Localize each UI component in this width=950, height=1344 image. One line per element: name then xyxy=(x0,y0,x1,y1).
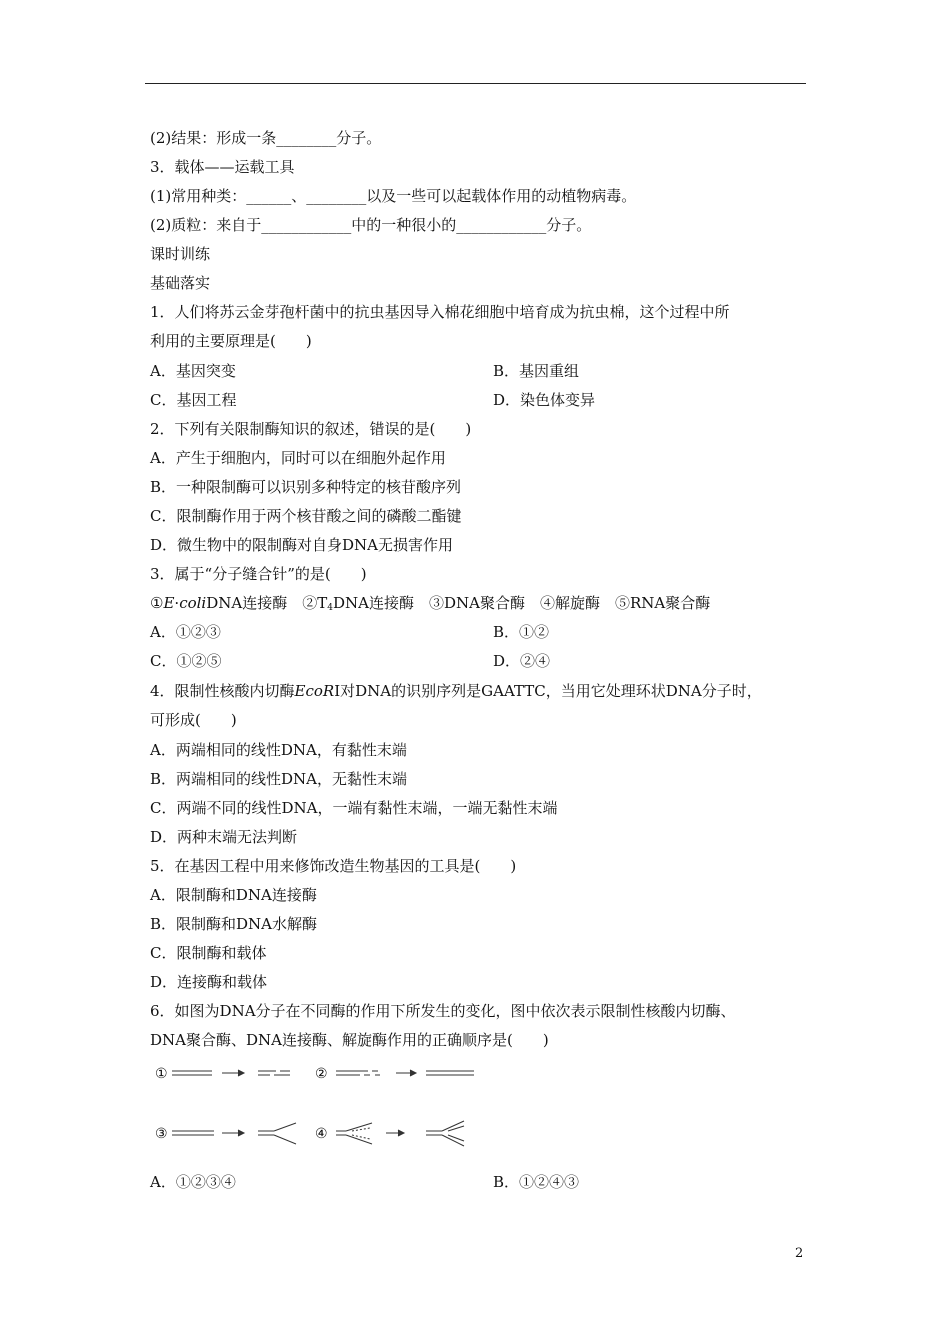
q3-option-a: A．①②③ xyxy=(150,623,221,641)
q2-option-a: A．产生于细胞内，同时可以在细胞外起作用 xyxy=(150,449,446,467)
q1-options-row1 xyxy=(150,361,580,381)
q6-dna-diagram xyxy=(150,1060,490,1150)
q5-stem: 5．在基因工程中用来修饰改造生物基因的工具是( ) xyxy=(150,857,517,875)
q3-option-d: D．②④ xyxy=(493,652,551,670)
q4-option-d: D．两种末端无法判断 xyxy=(150,828,298,846)
diagram-panel-1 xyxy=(172,1070,290,1076)
q6-option-a: A．①②③④ xyxy=(150,1173,236,1191)
q3-choices xyxy=(150,593,710,618)
q5-option-b: B．限制酶和DNA水解酶 xyxy=(150,915,318,933)
q4-option-a: A．两端相同的线性DNA，有黏性末端 xyxy=(150,741,407,759)
diagram-label-3: ③ xyxy=(155,1126,168,1142)
q3-options-row1 xyxy=(150,622,550,642)
diagram-label-2: ② xyxy=(315,1066,328,1082)
q3-options-row2 xyxy=(150,651,551,671)
q6-stem-line1: 6．如图为DNA分子在不同酶的作用下所发生的变化，图中依次表示限制性核酸内切酶、 xyxy=(150,1002,736,1020)
q4-stem-pre: 4．限制性核酸内切酶 xyxy=(150,682,295,700)
q4-enzyme-name: EcoR xyxy=(294,682,335,700)
page-number: 2 xyxy=(795,1246,804,1261)
q1-options-row2 xyxy=(150,390,596,410)
diagram-label-1: ① xyxy=(155,1066,168,1082)
q3-option-c: C．①②⑤ xyxy=(150,652,222,670)
q1-option-a: A．基因突变 xyxy=(150,362,236,380)
q1-option-d: D．染色体变异 xyxy=(493,391,596,409)
q4-stem-post: Ⅰ对DNA的识别序列是GAATTC，当用它处理环状DNA分子时， xyxy=(334,682,762,700)
q6-stem-line2: DNA聚合酶、DNA连接酶、解旋酶作用的正确顺序是( ) xyxy=(150,1031,549,1049)
q5-option-d: D．连接酶和载体 xyxy=(150,973,268,991)
q2-option-c: C．限制酶作用于两个核苷酸之间的磷酸二酯键 xyxy=(150,507,462,525)
q1-stem-line1: 1．人们将苏云金芽孢杆菌中的抗虫基因导入棉花细胞中培育成为抗虫棉，这个过程中所 xyxy=(150,303,730,321)
q1-option-c: C．基因工程 xyxy=(150,391,237,409)
q2-option-b: B．一种限制酶可以识别多种特定的核苷酸序列 xyxy=(150,478,462,496)
q2-option-d: D．微生物中的限制酶对自身DNA无损害作用 xyxy=(150,536,454,554)
q4-stem-line1 xyxy=(150,681,762,701)
q3-choice1-dot: · xyxy=(174,594,180,612)
q3-choice2-prefix: ②T xyxy=(302,594,328,612)
q6-options-row1 xyxy=(150,1172,580,1192)
q3-option-b: B．①② xyxy=(493,623,550,641)
q5-option-c: C．限制酶和载体 xyxy=(150,944,267,962)
q1-option-b: B．基因重组 xyxy=(493,362,580,380)
q6-option-b: B．①②④③ xyxy=(493,1173,580,1191)
diagram-label-4: ④ xyxy=(315,1126,328,1142)
q3-choice2-sub: 4 xyxy=(327,603,333,613)
q3-choice2-rest: DNA连接酶 xyxy=(332,594,414,612)
result-line: (2)结果：形成一条________分子。 xyxy=(150,129,382,147)
q4-option-c: C．两端不同的线性DNA，一端有黏性末端，一端无黏性末端 xyxy=(150,799,558,817)
diagram-panel-2 xyxy=(336,1070,474,1076)
diagram-panel-3 xyxy=(172,1123,296,1144)
q3-choices-345: ③DNA聚合酶 ④解旋酶 ⑤RNA聚合酶 xyxy=(428,594,711,612)
q3-choice1-num: ① xyxy=(150,594,164,612)
vector-types-line: (1)常用种类：______、________以及一些可以起载体作用的动植物病毒。 xyxy=(150,187,637,205)
diagram-panel-4 xyxy=(336,1121,464,1146)
training-title: 课时训练 xyxy=(150,245,211,263)
q2-stem: 2．下列有关限制酶知识的叙述，错误的是( ) xyxy=(150,420,472,438)
basics-title: 基础落实 xyxy=(150,274,211,292)
plasmid-line: (2)质粒：来自于____________中的一种很小的____________分子。 xyxy=(150,216,592,234)
q1-stem-line2: 利用的主要原理是( ) xyxy=(150,332,312,350)
q4-stem-line2: 可形成( ) xyxy=(150,711,237,729)
q3-choice1-italic2: coli xyxy=(179,594,207,612)
q4-option-b: B．两端相同的线性DNA，无黏性末端 xyxy=(150,770,408,788)
q3-choice1-italic: E xyxy=(163,594,175,612)
heading-vector: 3．载体——运载工具 xyxy=(150,158,295,176)
q3-stem: 3．属于“分子缝合针”的是( ) xyxy=(150,565,367,583)
q3-choice1-rest: DNA连接酶 xyxy=(206,594,288,612)
q5-option-a: A．限制酶和DNA连接酶 xyxy=(150,886,317,904)
header-rule xyxy=(145,83,806,84)
